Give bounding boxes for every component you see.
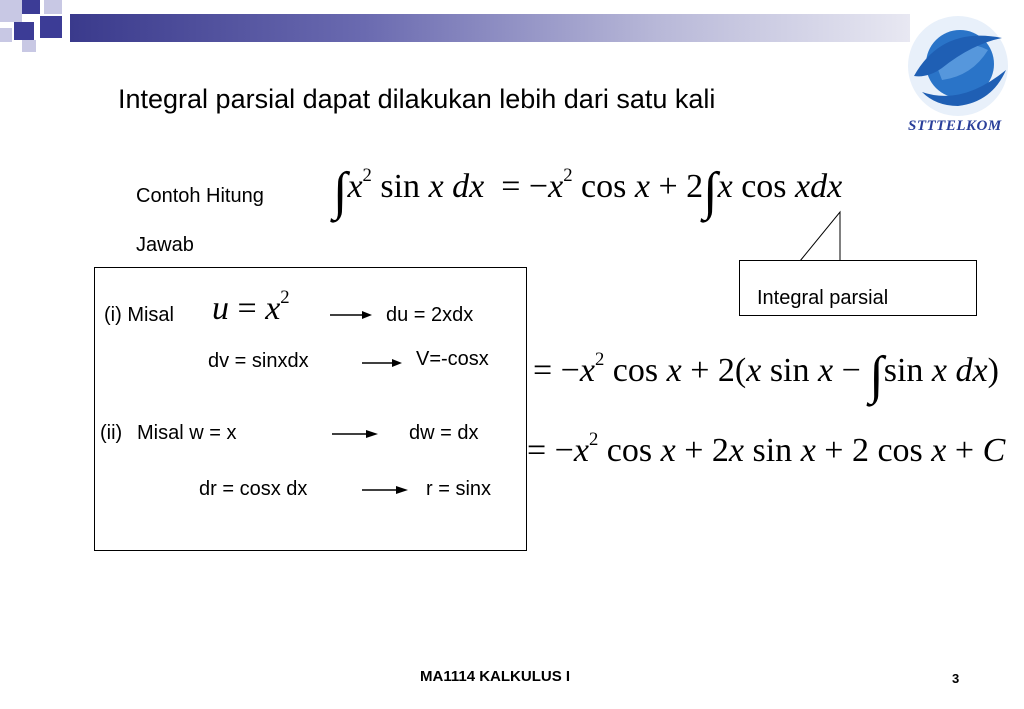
- example-label: Contoh Hitung: [136, 185, 264, 207]
- step2-dr: dr = cosx dx: [199, 478, 308, 500]
- header-bar: [70, 14, 910, 42]
- header-square-1: [0, 0, 22, 22]
- step2-dw: dw = dx: [409, 422, 479, 444]
- header-square-5: [40, 16, 62, 38]
- footer-course: MA1114 KALKULUS I: [420, 668, 571, 685]
- header-square-6: [22, 40, 36, 52]
- header-square-3: [44, 0, 62, 14]
- equation-step-2: = $-x^2$ cos x + 2(x sin x − ∫sin x dx): [533, 346, 999, 405]
- page-number: 3: [952, 671, 960, 686]
- step2-r: r = sinx: [426, 478, 492, 500]
- callout-text: Integral parsial: [757, 287, 889, 309]
- equation-main: $\int x^2$ sin x dx = $-x^2$ cos x + 2∫x cos xdx: [333, 162, 843, 221]
- slide-title: Integral parsial dapat dilakukan lebih dari satu kali: [118, 84, 716, 114]
- header-square-2: [22, 0, 40, 14]
- step1-u-formula: $u = x^2$: [212, 287, 290, 327]
- logo: [902, 6, 1020, 142]
- step1-du: du = 2xdx: [386, 304, 474, 326]
- header-square-4: [14, 22, 34, 40]
- step1-label: (i) Misal: [104, 304, 174, 326]
- step1-v: V=-cosx: [416, 348, 489, 370]
- equation-step-3: = $-x^2$ cos x + 2x sin x + 2 cos x + C: [527, 429, 1006, 469]
- answer-label: Jawab: [136, 234, 194, 256]
- logo-text: STTTELKOM: [908, 118, 1002, 134]
- header-square-7: [0, 28, 12, 42]
- step1-dv: dv = sinxdx: [208, 350, 309, 372]
- step2-misal: Misal w = x: [137, 422, 237, 444]
- step2-number: (ii): [100, 422, 123, 444]
